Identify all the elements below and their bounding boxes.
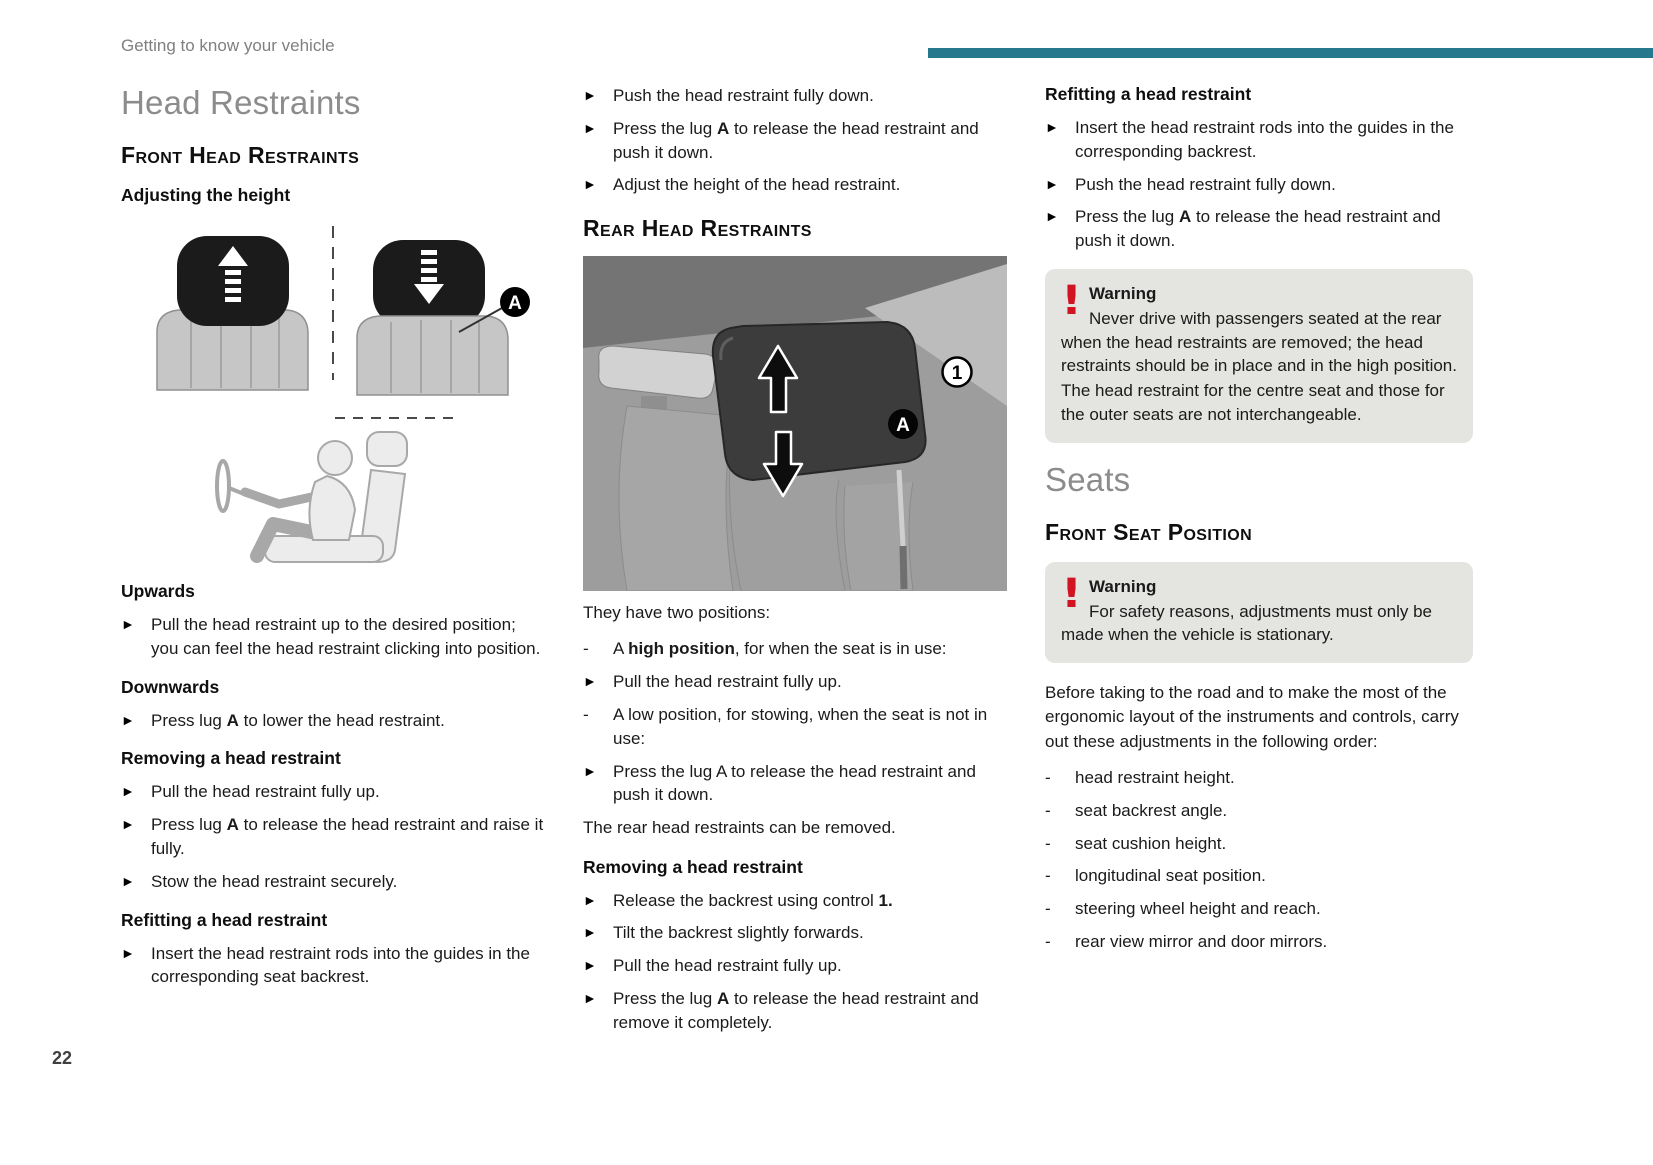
warning-box-rear-restraints [1045,269,1473,443]
arrow-bullet-icon: ► [583,957,597,974]
label-1-badge [943,358,972,387]
label-a-badge [888,409,918,439]
instruction-text: Pull the head restraint fully up. [151,782,380,802]
instruction-text: Press the lug A to release the head restraint and push it down. [613,118,979,162]
dash-bullet: - [583,705,589,725]
position-text: A high position, for when the seat is in use: [613,639,947,659]
instruction-item [121,942,545,990]
instruction-item [583,889,1007,913]
order-item-text: seat backrest angle. [1075,800,1228,820]
instruction-text: Press the lug A to release the head restraint and remove it completely. [613,988,979,1032]
arrow-bullet-icon: ► [583,924,597,941]
order-item-text: rear view mirror and door mirrors. [1075,932,1328,952]
arrow-bullet-icon: ► [121,944,135,961]
position-item [583,637,1007,661]
arrow-bullet-icon: ► [121,783,135,800]
dash-bullet: - [1045,899,1051,919]
instruction-text: Press the lug A to release the head restraint and push it down. [1075,207,1441,251]
instruction-text: Insert the head restraint rods into the guides in the corresponding seat backrest. [151,943,530,987]
seats-title: Seats [1045,460,1131,498]
instruction-text: Push the head restraint fully down. [1075,174,1336,194]
removing-heading: Removing a head restraint [121,748,341,769]
seated-person-pictogram [217,432,407,562]
arrow-bullet-icon: ► [583,673,597,690]
left-headrest [177,236,289,326]
instruction-item [121,780,545,804]
right-seat-top [357,316,508,395]
column-middle [583,84,1007,1044]
instruction-item [583,670,1007,694]
arrow-bullet-icon: ► [583,762,597,779]
arrow-bullet-icon: ► [121,872,135,889]
warning-exclamation-icon: ! [1061,277,1082,324]
removing-heading: Removing a head restraint [583,856,803,877]
instruction-item [1045,173,1473,197]
instruction-text: Pull the head restraint fully up. [613,956,842,976]
adjusting-height-heading: Adjusting the height [121,185,291,205]
dash-bullet: - [1045,800,1051,820]
running-header: Getting to know your vehicle [121,36,335,55]
position-text: A low position, for stowing, when the seat is not in use: [613,705,988,748]
instruction-item [583,117,1007,165]
refitting-heading: Refitting a head restraint [1045,84,1252,104]
instruction-text: Press lug A to release the head restraint and raise it fully. [151,815,544,858]
arrow-bullet-icon: ► [1045,208,1059,225]
instruction-item [583,84,1007,108]
instruction-text: Adjust the height of the head restraint. [613,175,901,195]
column-left [121,84,545,998]
warning-title: Warning [1089,576,1157,596]
arrow-bullet-icon: ► [121,816,135,833]
instruction-item [121,813,545,861]
rear-headrest-figure-svg [583,256,1007,591]
instruction-text: Press lug A to lower the head restraint. [151,710,445,730]
warning-exclamation-icon: ! [1061,570,1082,617]
instruction-text: Press the lug A to release the head restraint and push it down. [613,761,976,805]
arrow-bullet-icon: ► [583,176,597,193]
section-front-seat-position: Front Seat Position [1045,518,1253,545]
warning-box-stationary [1045,562,1473,663]
instruction-text: Release the backrest using control 1. [613,890,893,910]
arrow-bullet-icon: ► [1045,119,1059,135]
rear-headrest [713,322,926,480]
order-item [1045,799,1473,823]
label-a-text: A [508,293,522,314]
order-item [1045,897,1473,921]
dash-bullet: - [1045,768,1051,788]
warning-text: Never drive with passengers seated at the rear when the head restraints are removed; the head restraints should be in place and in the high position. [1061,308,1457,376]
header-accent-bar [928,48,1653,58]
arrow-bullet-icon: ► [583,119,597,136]
instruction-item [1045,116,1473,164]
arrow-bullet-icon: ► [583,891,597,908]
instruction-item [583,173,1007,197]
order-item-text: head restraint height. [1075,768,1235,788]
instruction-item [121,613,545,661]
instruction-item [121,709,545,733]
removable-note: The rear head restraints can be removed. [583,818,896,838]
column-right [1045,84,1473,963]
dash-bullet: - [1045,932,1051,952]
arrow-bullet-icon: ► [121,711,135,728]
instruction-text: Push the head restraint fully down. [613,86,874,105]
section-front-head-restraints: Front Head Restraints [121,142,360,168]
order-item [1045,766,1473,790]
instruction-text: Insert the head restraint rods into the guides in the corresponding backrest. [1075,118,1454,161]
label-a-text: A [896,415,910,437]
front-headrest-figure-svg [121,220,545,565]
warning-title: Warning [1089,283,1157,303]
adjustment-order-intro: Before taking to the road and to make the most of the ergonomic layout of the instruments and controls, carry out these adjustments in the following order: [1045,683,1459,751]
order-item-text: longitudinal seat position. [1075,866,1266,886]
downwards-heading: Downwards [121,676,220,697]
positions-intro: They have two positions: [583,603,771,623]
order-item [1045,864,1473,888]
arrow-bullet-icon: ► [583,87,597,103]
rear-headrest-photo-illustration [583,256,1007,591]
order-item-text: seat cushion height. [1075,833,1227,853]
dash-bullet: - [1045,833,1051,853]
instruction-text: Stow the head restraint securely. [151,871,398,891]
page-title: Head Restraints [121,84,361,121]
instruction-item [121,870,545,894]
warning-text: The head restraint for the centre seat and those for the outer seats are not interchangeable. [1061,381,1445,424]
order-item [1045,832,1473,856]
instruction-text: Tilt the backrest slightly forwards. [613,923,864,943]
warning-text: For safety reasons, adjustments must only be made when the vehicle is stationary. [1061,601,1432,645]
page-number: 22 [52,1048,73,1068]
position-item [583,703,1007,751]
front-headrest-illustration [121,220,545,565]
instruction-item [583,954,1007,978]
instruction-item [583,760,1007,808]
instruction-item [583,987,1007,1035]
upwards-heading: Upwards [121,581,195,601]
label-1-text: 1 [951,363,963,385]
section-rear-head-restraints: Rear Head Restraints [583,215,812,242]
instruction-item [583,921,1007,945]
order-item [1045,930,1473,954]
order-item-text: steering wheel height and reach. [1075,899,1321,919]
dash-bullet: - [1045,866,1051,886]
arrow-bullet-icon: ► [1045,175,1059,192]
dash-bullet: - [583,639,589,659]
instruction-text: Pull the head restraint fully up. [613,672,842,692]
instruction-item [1045,205,1473,253]
refitting-heading: Refitting a head restraint [121,909,328,930]
arrow-bullet-icon: ► [583,989,597,1006]
arrow-bullet-icon: ► [121,616,135,632]
instruction-text: Pull the head restraint up to the desired position; you can feel the head restraint clicking into position. [151,615,541,658]
